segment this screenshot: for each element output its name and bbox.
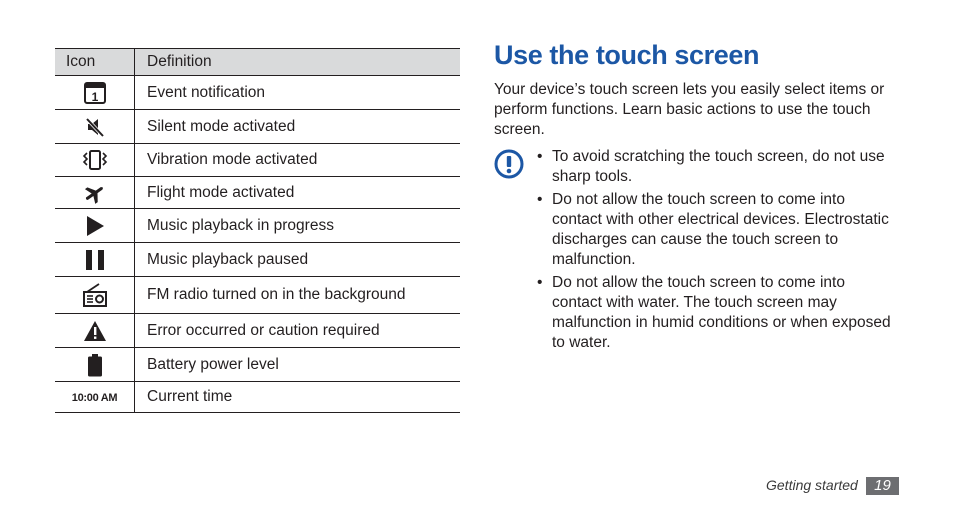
section-title: Use the touch screen [494,40,760,70]
definition-cell: FM radio turned on in the background [135,277,461,314]
footer-section-name: Getting started [766,477,858,493]
table-row [55,243,460,277]
definition-cell: Flight mode activated [135,177,461,209]
pause-icon [55,243,135,277]
definition-cell: Event notification [135,76,461,110]
table-row [55,144,460,177]
caution-icon [55,314,135,348]
definition-cell: Music playback paused [135,243,461,277]
definition-cell: Current time [135,382,461,413]
warning-list [537,147,897,356]
fm-radio-icon [55,277,135,314]
current-time-text: 10:00 AM [71,392,118,404]
icon-definition-table [55,48,460,413]
definition-cell: Error occurred or caution required [135,314,461,348]
silent-mode-icon [55,110,135,144]
section-intro: Your device’s touch screen lets you easily select items or perform functions. Learn basic actions to use the touch screen. [494,81,885,138]
table-row [55,110,460,144]
table-row [55,382,460,413]
current-time-icon [55,382,135,413]
table-header-row [55,49,460,76]
table-row [55,209,460,243]
vibration-mode-icon [55,144,135,177]
list-item: • Do not allow the touch screen to come into contact with other electrical devices. Electrostatic discharges can cause the touch screen to malfunction. [537,190,897,270]
svg-text:1: 1 [91,89,98,104]
table-row [55,177,460,209]
event-notification-icon [55,76,135,110]
battery-icon [55,348,135,382]
list-item: • To avoid scratching the touch screen, do not use sharp tools. [537,147,897,187]
header-definition: Definition [135,49,461,76]
page-number: 19 [866,477,899,495]
table-row [55,76,460,110]
definition-cell: Silent mode activated [135,110,461,144]
table-row [55,314,460,348]
definition-cell: Music playback in progress [135,209,461,243]
caution-circle-icon [494,149,524,184]
table-row [55,277,460,314]
table-row [55,348,460,382]
definition-cell: Vibration mode activated [135,144,461,177]
list-item: • Do not allow the touch screen to come into contact with water. The touch screen may malfunction in humid conditions or when exposed to water. [537,273,897,353]
play-icon [55,209,135,243]
header-icon: Icon [55,49,135,76]
flight-mode-icon [55,177,135,209]
definition-cell: Battery power level [135,348,461,382]
